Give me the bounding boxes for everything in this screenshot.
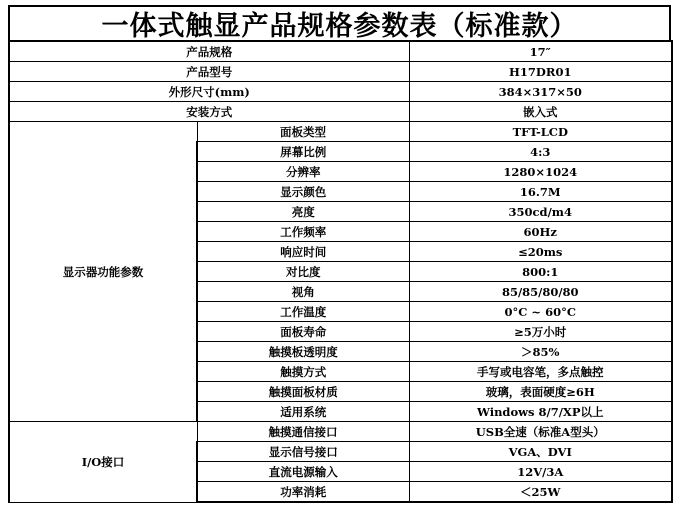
spec-value: 玻璃，表面硬度≥6H	[409, 382, 672, 402]
spec-row	[9, 122, 672, 142]
spec-value: H17DR01	[409, 62, 672, 82]
spec-sheet	[8, 5, 671, 501]
spec-row	[9, 82, 672, 102]
spec-value: ＜25W	[409, 482, 672, 503]
spec-label: 功率消耗	[197, 482, 409, 503]
spec-label: 触摸方式	[197, 362, 409, 382]
spec-value: 60Hz	[409, 222, 672, 242]
spec-label: 产品规格	[9, 41, 409, 62]
spec-label: 对比度	[197, 262, 409, 282]
spec-label: 视角	[197, 282, 409, 302]
spec-value: 350cd/m4	[409, 202, 672, 222]
spec-table-body	[9, 41, 672, 502]
spec-label: 触摸板透明度	[197, 342, 409, 362]
spec-value: 17″	[409, 41, 672, 62]
spec-label: 屏幕比例	[197, 142, 409, 162]
spec-label: 安装方式	[9, 102, 409, 122]
spec-label: 产品型号	[9, 62, 409, 82]
spec-row	[9, 422, 672, 442]
spec-label: 显示信号接口	[197, 442, 409, 462]
spec-value: 4:3	[409, 142, 672, 162]
spec-label: 工作频率	[197, 222, 409, 242]
spec-value: 手写或电容笔，多点触控	[409, 362, 672, 382]
spec-label: 适用系统	[197, 402, 409, 422]
spec-row	[9, 102, 672, 122]
spec-value: 12V/3A	[409, 462, 672, 482]
spec-value: TFT-LCD	[409, 122, 672, 142]
spec-row	[9, 62, 672, 82]
spec-label: 外形尺寸(mm)	[9, 82, 409, 102]
spec-label: 亮度	[197, 202, 409, 222]
spec-label: 工作温度	[197, 302, 409, 322]
spec-value: 1280×1024	[409, 162, 672, 182]
spec-label: 面板类型	[197, 122, 409, 142]
spec-value: Windows 8/7/XP以上	[409, 402, 672, 422]
spec-label: 直流电源输入	[197, 462, 409, 482]
spec-table	[8, 40, 673, 503]
spec-row	[9, 41, 672, 62]
spec-value: ≥5万小时	[409, 322, 672, 342]
sheet-title: 一体式触显产品规格参数表（标准款）	[8, 5, 671, 42]
spec-label: 触摸通信接口	[197, 422, 409, 442]
spec-value: ≤20ms	[409, 242, 672, 262]
spec-value: 800:1	[409, 262, 672, 282]
spec-label: 分辨率	[197, 162, 409, 182]
spec-label: 响应时间	[197, 242, 409, 262]
spec-label: 面板寿命	[197, 322, 409, 342]
spec-value: 85/85/80/80	[409, 282, 672, 302]
spec-value: USB全速（标准A型头）	[409, 422, 672, 442]
spec-value: ＞85%	[409, 342, 672, 362]
display-group-label: 显示器功能参数	[9, 122, 197, 422]
spec-value: 16.7M	[409, 182, 672, 202]
spec-value: 嵌入式	[409, 102, 672, 122]
spec-value: 0°C ~ 60°C	[409, 302, 672, 322]
spec-value: VGA、DVI	[409, 442, 672, 462]
spec-label: 触摸面板材质	[197, 382, 409, 402]
spec-label: 显示颜色	[197, 182, 409, 202]
spec-value: 384×317×50	[409, 82, 672, 102]
io-group-label: I/O接口	[9, 422, 197, 503]
